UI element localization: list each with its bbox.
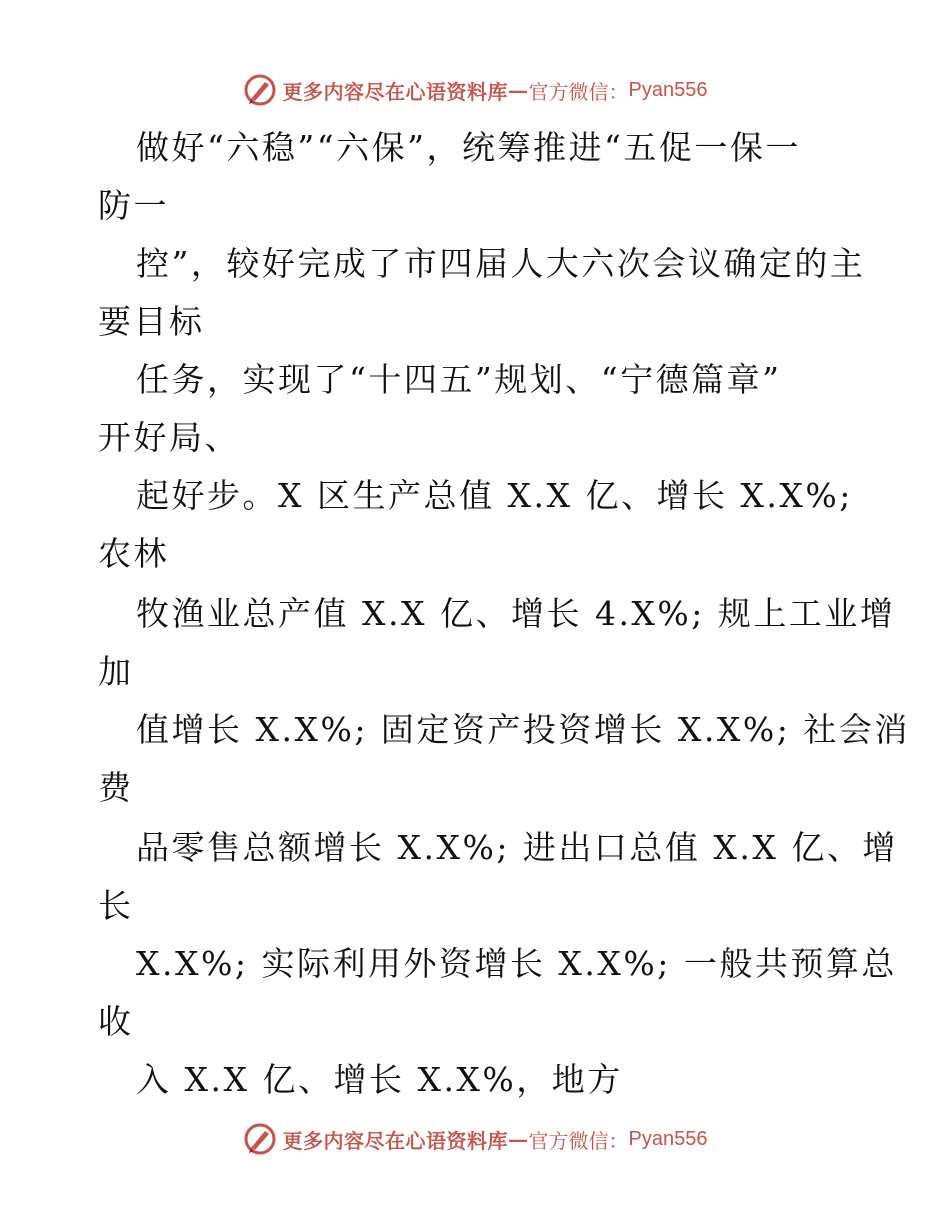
body-line: 入 X.X 亿、增长 X.X%，地方 (136, 1060, 623, 1099)
body-line: 农林 (98, 534, 169, 573)
header-banner-text: 更多内容尽在心语资料库 (282, 79, 509, 104)
red-pen-logo-icon (243, 1122, 277, 1156)
body-line: 任务，实现了“十四五”规划、“宁德篇章” (136, 360, 782, 399)
body-line: 要目标 (98, 302, 205, 341)
body-line: 长 (98, 886, 134, 925)
header-wechat-id: Pyan556 (628, 78, 708, 101)
body-line: 牧渔业总产值 X.X 亿、增长 4.X%; 规上工业增 (136, 594, 896, 633)
footer-banner-text: 更多内容尽在心语资料库 (282, 1128, 509, 1153)
body-line: X.X%; 实际利用外资增长 X.X%; 一般共预算总 (136, 944, 897, 983)
header-wechat-label: 官方微信： (528, 79, 629, 104)
footer-banner (0, 1117, 950, 1161)
header-banner-dash: — (508, 78, 529, 102)
body-line: 防一 (98, 186, 169, 225)
body-line: 加 (98, 652, 134, 691)
footer-wechat-label: 官方微信： (528, 1128, 629, 1153)
footer-wechat-id: Pyan556 (628, 1127, 708, 1150)
body-line: 品零售总额增长 X.X%; 进出口总值 X.X 亿、增 (136, 828, 898, 867)
body-line: 费 (98, 768, 134, 807)
body-line: 开好局、 (98, 418, 240, 457)
body-line: 值增长 X.X%; 固定资产投资增长 X.X%; 社会消 (136, 710, 910, 749)
body-line: 收 (98, 1002, 134, 1041)
footer-banner-dash: — (508, 1127, 529, 1151)
body-line: 做好“六稳”“六保”，统筹推进“五促一保一 (136, 128, 801, 167)
body-line: 控”，较好完成了市四届人大六次会议确定的主 (136, 244, 866, 283)
body-line: 起好步。X 区生产总值 X.X 亿、增长 X.X%; (136, 476, 853, 515)
